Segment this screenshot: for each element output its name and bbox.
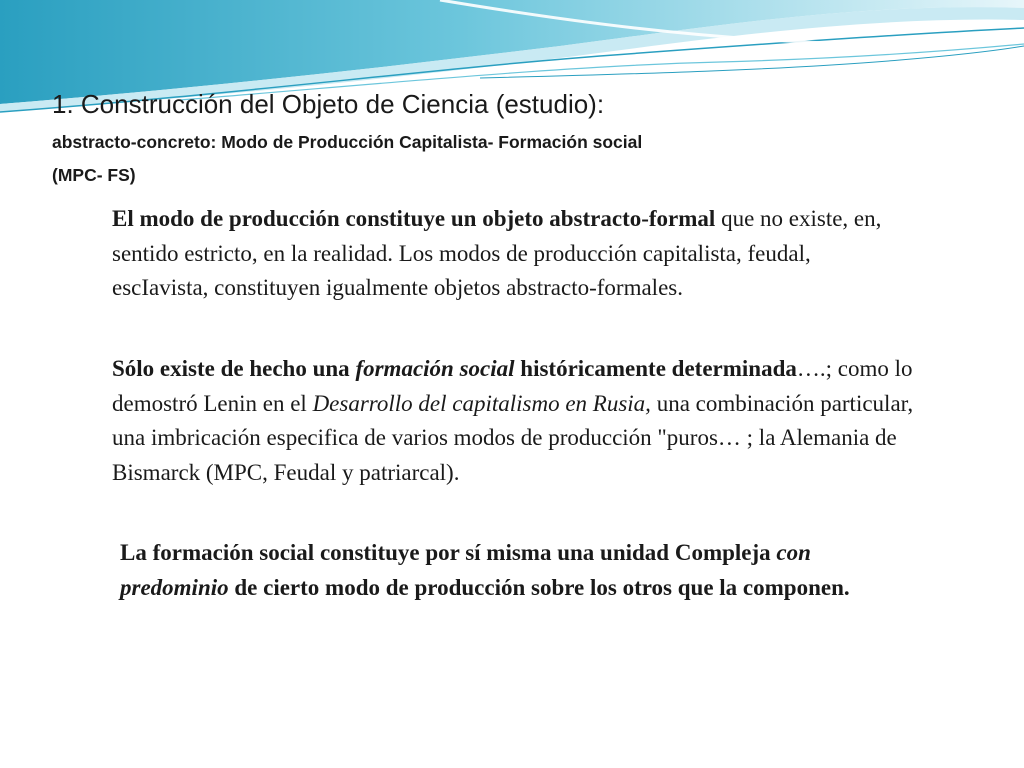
- p2-text-a: ….; como lo demostró Lenin en el: [112, 356, 913, 416]
- p1-bold: El modo de producción constituye un objeto abstracto-formal: [112, 206, 716, 231]
- p3-bold-b: de cierto modo de producción sobre los otros que la componen.: [228, 574, 850, 600]
- paragraph-modo-produccion: [112, 202, 912, 306]
- p2-bold-a: Sólo existe de hecho una: [112, 356, 356, 381]
- p2-italic-b: Desarrollo del capitalismo en Rusia,: [312, 390, 651, 416]
- slide-subtitle: [52, 126, 952, 192]
- p2-text-b: una combinación particular, una imbricación especifica de varios modos de producción "puros… ; la Alemania de Bismarck (MPC, Feudal y patriarcal).: [112, 390, 914, 485]
- p2-italic-a: formación social: [355, 356, 515, 381]
- paragraph-unidad-compleja: [120, 536, 920, 605]
- subtitle-line-1: abstracto-concreto: Modo de Producción Capitalista- Formación social: [52, 132, 643, 152]
- p2-bold-b: históricamente determinada: [514, 356, 797, 381]
- p3-bold-a: La formación social constituye por sí misma una unidad Compleja: [120, 540, 777, 565]
- p3-italic-a: con predominio: [120, 540, 811, 600]
- p1-text: que no existe, en, sentido estricto, en la realidad. Los modos de producción capitalista, feudal, escIavista, constituyen igualmente objetos abstracto-formales.: [112, 206, 882, 300]
- subtitle-line-2: (MPC- FS): [52, 165, 136, 185]
- paragraph-formacion-social: [112, 352, 942, 490]
- slide-title: 1. Construcción del Objeto de Ciencia (estudio):: [52, 89, 605, 119]
